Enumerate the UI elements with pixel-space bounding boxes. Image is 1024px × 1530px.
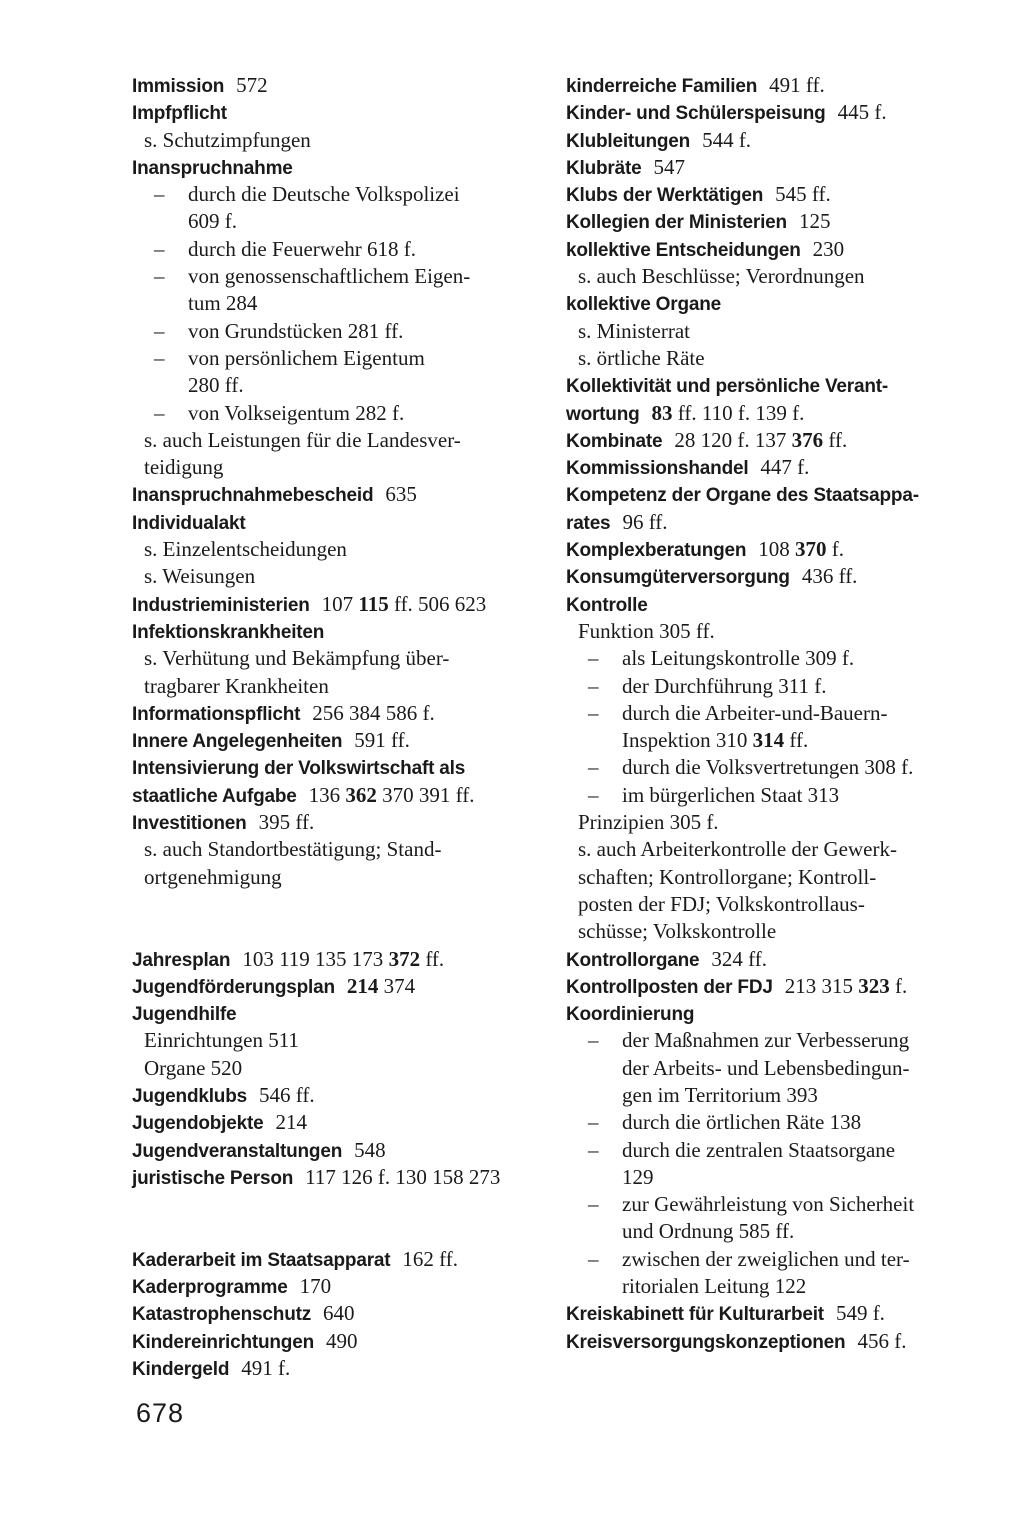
entry-heading: Kontrollorgane (566, 949, 700, 971)
dash-entry-text: von persönlichem Eigentum (188, 345, 425, 370)
sub-entry: s. Weisungen (144, 564, 256, 589)
sub-entry: Einrichtungen 511 (144, 1028, 299, 1053)
dash-entry-text: durch die Arbeiter-und-Bauern- (622, 700, 888, 725)
continuation-line: 280 ff. (188, 373, 244, 398)
entry-pages: 117 126 f. 130 158 273 (305, 1164, 501, 1189)
entry-heading: Kreiskabinett für Kulturarbeit (566, 1304, 824, 1326)
entry-heading: Kindereinrichtungen (132, 1331, 314, 1353)
entry-heading: Kompetenz der Organe des Staatsappa- (566, 485, 919, 507)
entry-pages: 213 315 323 f. (784, 973, 908, 998)
entry-heading: staatliche Aufgabe (132, 785, 297, 807)
entry-heading: Investitionen (132, 813, 247, 835)
dash-entry-text: durch die Feuerwehr 618 f. (188, 236, 417, 261)
blank-line (132, 1191, 542, 1218)
entry-pages: 456 f. (857, 1328, 907, 1353)
index-entry (132, 1246, 542, 1273)
index-entry (566, 154, 986, 181)
entry-pages: 447 f. (760, 455, 810, 480)
index-entry (566, 454, 986, 481)
entry-heading: Jugendveranstaltungen (132, 1140, 343, 1162)
entry-pages: 324 ff. (711, 946, 767, 971)
dash-entry-text: von Grundstücken 281 ff. (188, 318, 404, 343)
sub-entry: s. Schutzimpfungen (144, 127, 311, 152)
index-entry (132, 700, 542, 727)
sub-entry: Prinzipien 305 f. (578, 810, 719, 835)
entry-heading: Jugendförderungsplan (132, 976, 335, 998)
index-entry (132, 1082, 542, 1109)
entry-pages: 395 ff. (258, 810, 315, 835)
dash-entry (566, 673, 986, 700)
index-entry (566, 591, 986, 618)
entry-heading: Kaderarbeit im Staatsapparat (132, 1249, 391, 1271)
sub-entry: schaften; Kontrollorgane; Kontroll- (578, 864, 877, 889)
entry-heading: Katastrophenschutz (132, 1304, 312, 1326)
entry-heading: Informationspflicht (132, 703, 301, 725)
entry-pages: 170 (299, 1274, 332, 1299)
index-entry (566, 372, 986, 399)
dash-mark: – (588, 1137, 599, 1162)
sub-entry: Funktion 305 ff. (578, 618, 715, 643)
entry-heading: Kollegien der Ministerien (566, 212, 787, 234)
sub-entry: s. auch Beschlüsse; Verordnungen (578, 264, 865, 289)
index-entry (132, 782, 542, 809)
dash-mark: – (588, 1192, 599, 1217)
entry-heading: kollektive Entscheidungen (566, 239, 801, 261)
entry-heading: Kontrolle (566, 594, 648, 616)
index-entry (566, 1328, 986, 1355)
sub-entry: s. Verhütung und Bekämpfung über- (144, 646, 450, 671)
index-entry (132, 72, 542, 99)
entry-heading: Industrieministerien (132, 594, 310, 616)
continuation-line: ritorialen Leitung 122 (622, 1274, 807, 1299)
index-entry (566, 1000, 986, 1027)
dash-mark: – (154, 318, 165, 343)
dash-mark: – (588, 1246, 599, 1271)
index-entry (566, 99, 986, 126)
entry-heading: kollektive Organe (566, 294, 722, 316)
sub-entry: teidigung (144, 455, 224, 480)
entry-heading: Kreisversorgungskonzeptionen (566, 1331, 846, 1353)
entry-heading: Klubleitungen (566, 130, 691, 152)
entry-heading: Jugendklubs (132, 1085, 247, 1107)
entry-pages: 445 f. (837, 100, 887, 125)
dash-mark: – (588, 755, 599, 780)
entry-heading: kinderreiche Familien (566, 76, 758, 97)
index-entry (132, 1164, 542, 1191)
index-entry (566, 509, 986, 536)
sub-entry: posten der FDJ; Volkskontrollaus- (578, 891, 865, 916)
index-entry (566, 563, 986, 590)
index-entry (132, 509, 542, 536)
dash-mark: – (154, 236, 165, 261)
dash-entry-text: der Maßnahmen zur Verbesserung (622, 1028, 910, 1053)
dash-entry-text: als Leitungskontrolle 309 f. (622, 646, 855, 671)
index-entry (132, 591, 542, 618)
sub-entry: s. auch Standortbestätigung; Stand- (144, 837, 442, 862)
entry-heading: wortung (566, 403, 640, 425)
sub-entry: ortgenehmigung (144, 864, 282, 889)
entry-heading: Kontrollposten der FDJ (566, 976, 773, 998)
dash-mark: – (588, 1028, 599, 1053)
entry-pages: 545 ff. (775, 182, 831, 207)
entry-pages: 640 (323, 1301, 355, 1326)
entry-heading: Kombinate (566, 430, 663, 452)
dash-entry (566, 1191, 986, 1218)
entry-pages: 546 ff. (258, 1082, 315, 1107)
entry-pages: 572 (236, 73, 268, 97)
entry-pages: 549 f. (835, 1301, 885, 1326)
index-entry (132, 154, 542, 181)
entry-heading: Impfpflicht (132, 103, 227, 125)
dash-entry (132, 263, 542, 290)
entry-pages: 107 115 ff. 506 623 (321, 591, 487, 616)
continuation-line: 129 (622, 1164, 654, 1189)
entry-heading: Kollektivität und persönliche Verant- (566, 376, 889, 398)
index-entry (132, 1300, 542, 1327)
entry-heading: Komplexberatungen (566, 540, 747, 562)
entry-heading: Jugendobjekte (132, 1113, 264, 1135)
dash-mark: – (588, 700, 599, 725)
dash-entry (566, 1137, 986, 1164)
dash-mark: – (154, 400, 165, 425)
entry-heading: Jahresplan (132, 949, 231, 971)
index-entry (566, 208, 986, 235)
index-entry (566, 536, 986, 563)
entry-pages: 490 (326, 1328, 358, 1353)
entry-pages: 214 374 (346, 973, 416, 998)
entry-heading: Intensivierung der Volkswirtschaft als (132, 758, 466, 780)
dash-entry-text: durch die örtlichen Räte 138 (622, 1110, 862, 1135)
entry-heading: Kindergeld (132, 1358, 230, 1380)
entry-pages: 591 ff. (354, 728, 410, 753)
dash-mark: – (588, 1110, 599, 1135)
dash-entry-text: durch die zentralen Staatsorgane (622, 1137, 896, 1162)
sub-entry: tragbarer Krankheiten (144, 673, 329, 698)
entry-pages: 635 (385, 482, 417, 507)
entry-pages: 125 (798, 209, 831, 234)
entry-pages: 548 (354, 1137, 386, 1162)
index-entry (132, 809, 542, 836)
entry-heading: Inanspruchnahmebescheid (132, 485, 374, 507)
entry-pages: 544 f. (702, 127, 752, 152)
entry-pages: 108 370 f. (758, 537, 845, 562)
entry-heading: juristische Person (132, 1167, 294, 1189)
index-entry (566, 72, 986, 99)
dash-entry (132, 400, 542, 427)
continuation-line: tum 284 (188, 291, 258, 316)
index-entry (132, 1328, 542, 1355)
index-entry (132, 1000, 542, 1027)
dash-entry (566, 782, 986, 809)
index-entry (132, 481, 542, 508)
entry-pages: 214 (275, 1110, 307, 1135)
entry-heading: Klubräte (566, 157, 642, 179)
entry-heading: Kinder- und Schülerspeisung (566, 103, 826, 125)
dash-mark: – (588, 673, 599, 698)
sub-entry: s. örtliche Räte (578, 345, 705, 370)
dash-entry-text: zur Gewährleistung von Sicherheit (622, 1192, 915, 1217)
sub-entry: s. auch Arbeiterkontrolle der Gewerk- (578, 837, 897, 862)
index-entry (566, 1300, 986, 1327)
dash-entry (132, 345, 542, 372)
index-entry (132, 99, 542, 126)
dash-entry-text: der Durchführung 311 f. (622, 673, 827, 698)
entry-heading: Inanspruchnahme (132, 157, 293, 179)
entry-pages: 547 (653, 154, 685, 179)
index-entry (132, 727, 542, 754)
index-entry (132, 754, 542, 781)
index-entry (566, 973, 986, 1000)
dash-entry (132, 318, 542, 345)
entry-pages: 256 384 586 f. (312, 700, 435, 725)
index-column-left (132, 72, 542, 1382)
page-number: 678 (136, 1398, 185, 1428)
entry-heading: Konsumgüterversorgung (566, 567, 790, 589)
sub-entry: schüsse; Volkskontrolle (578, 919, 777, 944)
index-entry (566, 127, 986, 154)
dash-entry (566, 1109, 986, 1136)
entry-pages: 96 ff. (622, 509, 668, 534)
dash-entry (566, 1246, 986, 1273)
dash-entry (566, 754, 986, 781)
sub-entry: s. auch Leistungen für die Landesver- (144, 427, 461, 452)
dash-mark: – (588, 782, 599, 807)
dash-entry-text: zwischen der zweiglichen und ter- (622, 1246, 910, 1271)
index-entry (566, 481, 986, 508)
blank-line (132, 918, 542, 945)
index-entry (566, 946, 986, 973)
index-entry (566, 400, 986, 427)
continuation-line: 609 f. (188, 209, 237, 234)
entry-heading: Immission (132, 76, 225, 97)
index-entry (566, 181, 986, 208)
dash-entry (566, 645, 986, 672)
sub-entry: s. Einzelentscheidungen (144, 537, 347, 562)
index-entry (132, 618, 542, 645)
entry-pages: 230 (812, 236, 845, 261)
dash-entry (132, 181, 542, 208)
dash-entry (132, 236, 542, 263)
blank-line (132, 1218, 542, 1245)
entry-pages: 162 ff. (402, 1246, 458, 1271)
entry-heading: Koordinierung (566, 1004, 695, 1026)
entry-heading: Klubs der Werktätigen (566, 185, 764, 207)
entry-pages: 491 f. (241, 1355, 291, 1380)
continuation-line: gen im Territorium 393 (622, 1082, 818, 1107)
dash-entry (566, 700, 986, 727)
entry-heading: Kaderprogramme (132, 1277, 288, 1299)
entry-heading: Kommissionshandel (566, 458, 749, 480)
dash-entry-text: von Volkseigentum 282 f. (188, 400, 405, 425)
sub-entry: Organe 520 (144, 1055, 243, 1080)
dash-entry-text: im bürgerlichen Staat 313 (622, 782, 840, 807)
dash-entry-text: durch die Volksvertretungen 308 f. (622, 755, 914, 780)
blank-line (132, 891, 542, 918)
entry-heading: Individualakt (132, 512, 246, 534)
entry-pages: 436 ff. (801, 564, 858, 589)
dash-entry (566, 1027, 986, 1054)
index-entry (566, 290, 986, 317)
entry-pages: 83 ff. 110 f. 139 f. (651, 400, 805, 425)
dash-entry-text: von genossenschaftlichem Eigen- (188, 264, 471, 289)
continuation-line: der Arbeits- und Lebensbedingun- (622, 1055, 910, 1080)
entry-pages: 103 119 135 173 372 ff. (242, 946, 445, 971)
dash-mark: – (154, 345, 165, 370)
entry-pages: 28 120 f. 137 376 ff. (674, 427, 848, 452)
index-entry (132, 1355, 542, 1382)
index-column-right (566, 72, 986, 1355)
index-entry (566, 236, 986, 263)
index-entry (132, 1109, 542, 1136)
index-entry (132, 1137, 542, 1164)
index-entry (132, 1273, 542, 1300)
dash-mark: – (588, 646, 599, 671)
continuation-line: Inspektion 310 314 ff. (622, 728, 809, 753)
dash-mark: – (154, 182, 165, 207)
entry-pages: 491 ff. (769, 73, 825, 97)
continuation-line: und Ordnung 585 ff. (622, 1219, 795, 1244)
sub-entry: s. Ministerrat (578, 318, 690, 343)
index-entry (132, 946, 542, 973)
dash-mark: – (154, 264, 165, 289)
entry-heading: Infektionskrankheiten (132, 621, 325, 643)
entry-pages: 136 362 370 391 ff. (308, 782, 475, 807)
dash-entry-text: durch die Deutsche Volkspolizei (188, 182, 460, 207)
entry-heading: rates (566, 512, 611, 534)
entry-heading: Jugendhilfe (132, 1004, 237, 1026)
index-entry (132, 973, 542, 1000)
index-entry (566, 427, 986, 454)
entry-heading: Innere Angelegenheiten (132, 731, 343, 753)
